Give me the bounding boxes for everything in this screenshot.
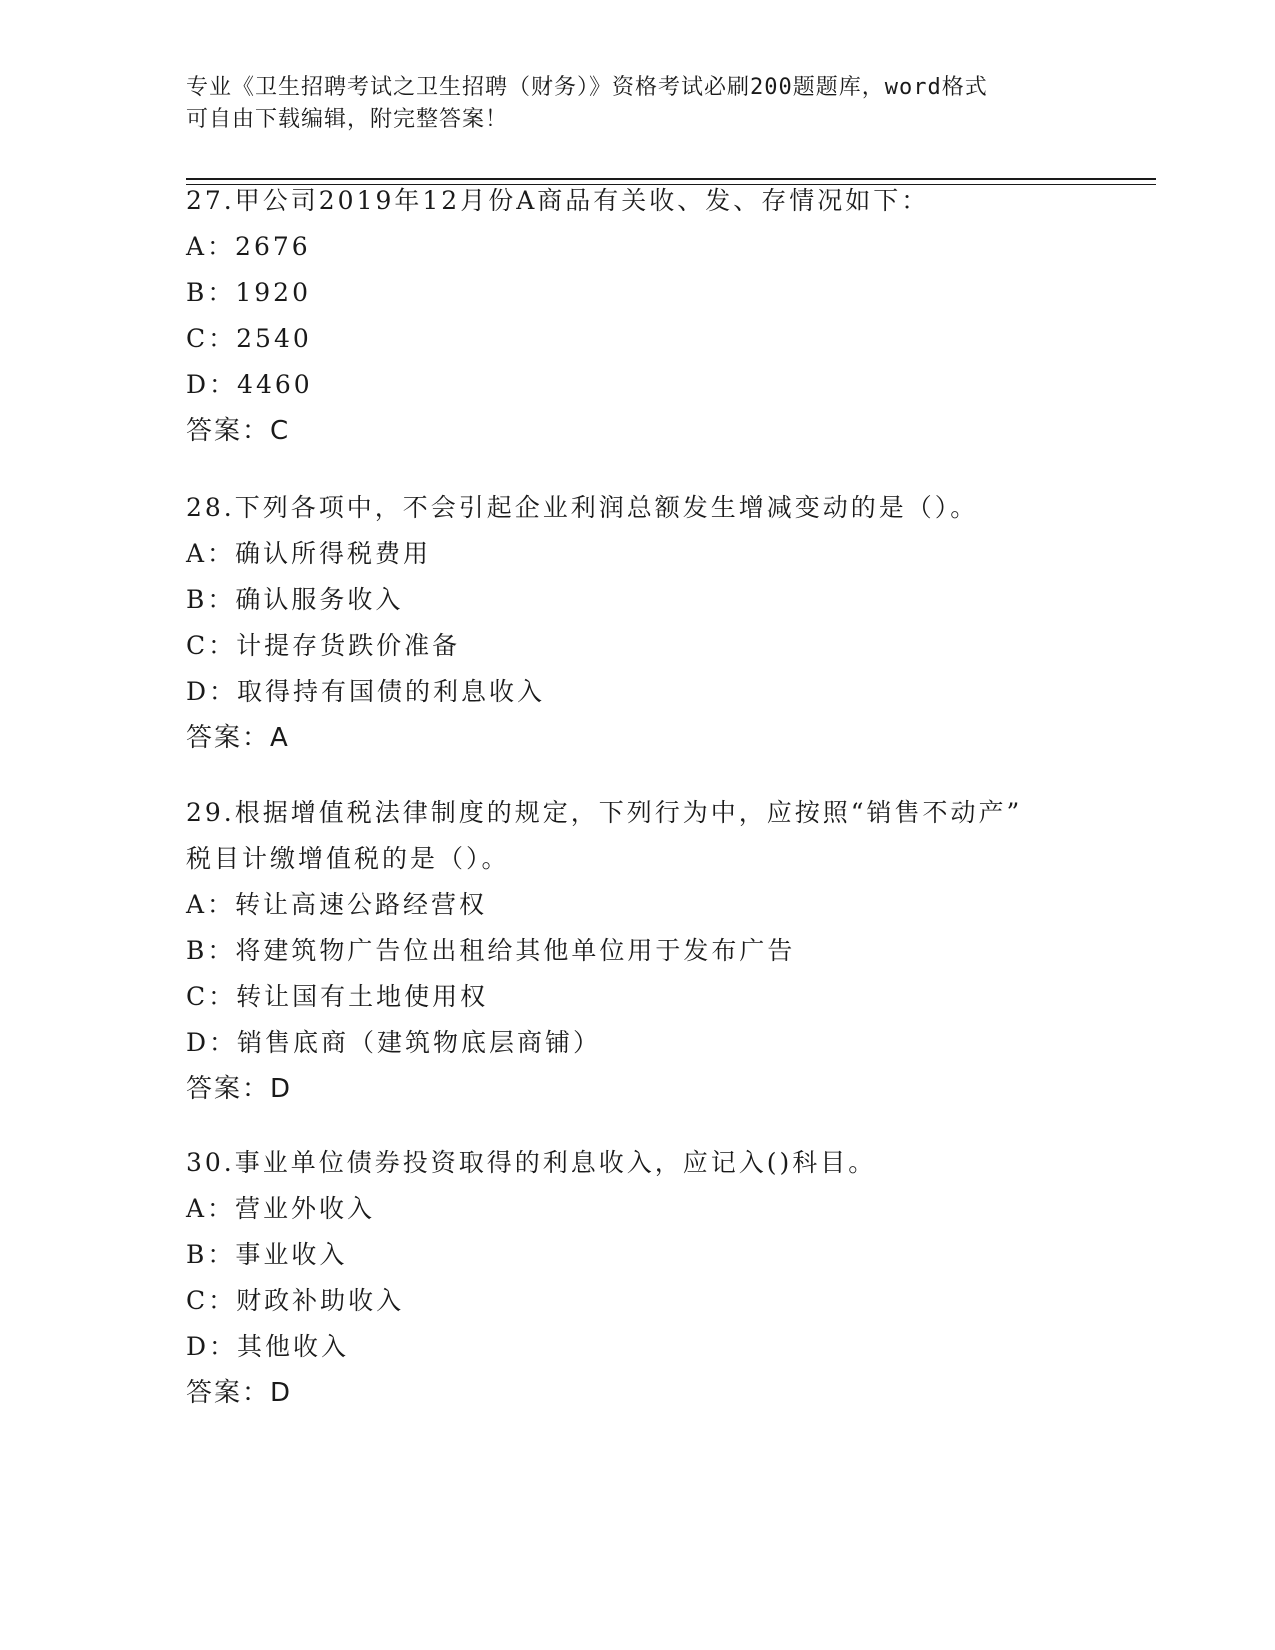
option-a: A：确认所得税费用 bbox=[186, 539, 432, 568]
option-a: A：营业外收入 bbox=[186, 1194, 376, 1223]
answer: 答案：A bbox=[186, 723, 290, 753]
option-c: C：2540 bbox=[186, 324, 312, 353]
header-line-2: 可自由下载编辑，附完整答案！ bbox=[186, 107, 509, 132]
option-a: A：转让高速公路经营权 bbox=[186, 890, 488, 919]
question-stem: 29.根据增值税法律制度的规定，下列行为中，应按照“销售不动产” bbox=[186, 798, 1023, 827]
option-d: D：销售底商（建筑物底层商铺） bbox=[186, 1028, 602, 1057]
question-28 bbox=[186, 485, 1086, 761]
question-30 bbox=[186, 1140, 1086, 1416]
option-d: D：取得持有国债的利息收入 bbox=[186, 677, 546, 706]
answer: 答案：D bbox=[186, 1074, 293, 1104]
option-b: B：事业收入 bbox=[186, 1240, 348, 1269]
option-b: B：将建筑物广告位出租给其他单位用于发布广告 bbox=[186, 936, 796, 965]
answer: 答案：D bbox=[186, 1378, 293, 1408]
answer: 答案：C bbox=[186, 416, 291, 446]
question-stem: 27.甲公司2019年12月份A商品有关收、发、存情况如下： bbox=[186, 186, 930, 215]
question-29 bbox=[186, 790, 1086, 1112]
question-stem: 30.事业单位债券投资取得的利息收入，应记入()科目。 bbox=[186, 1148, 877, 1177]
question-stem: 28.下列各项中，不会引起企业利润总额发生增减变动的是（）。 bbox=[186, 493, 979, 522]
option-d: D：其他收入 bbox=[186, 1332, 350, 1361]
option-a: A：2676 bbox=[186, 232, 311, 261]
document-header bbox=[186, 72, 1066, 136]
option-b: B：确认服务收入 bbox=[186, 585, 404, 614]
option-c: C：转让国有土地使用权 bbox=[186, 982, 489, 1011]
header-line-1: 专业《卫生招聘考试之卫生招聘（财务）》资格考试必刷200题题库，word格式 bbox=[186, 75, 988, 100]
question-stem-continued: 税目计缴增值税的是（）。 bbox=[186, 844, 510, 873]
question-27 bbox=[186, 178, 1086, 454]
option-c: C：计提存货跌价准备 bbox=[186, 631, 461, 660]
option-c: C：财政补助收入 bbox=[186, 1286, 405, 1315]
option-d: D：4460 bbox=[186, 370, 313, 399]
option-b: B：1920 bbox=[186, 278, 311, 307]
